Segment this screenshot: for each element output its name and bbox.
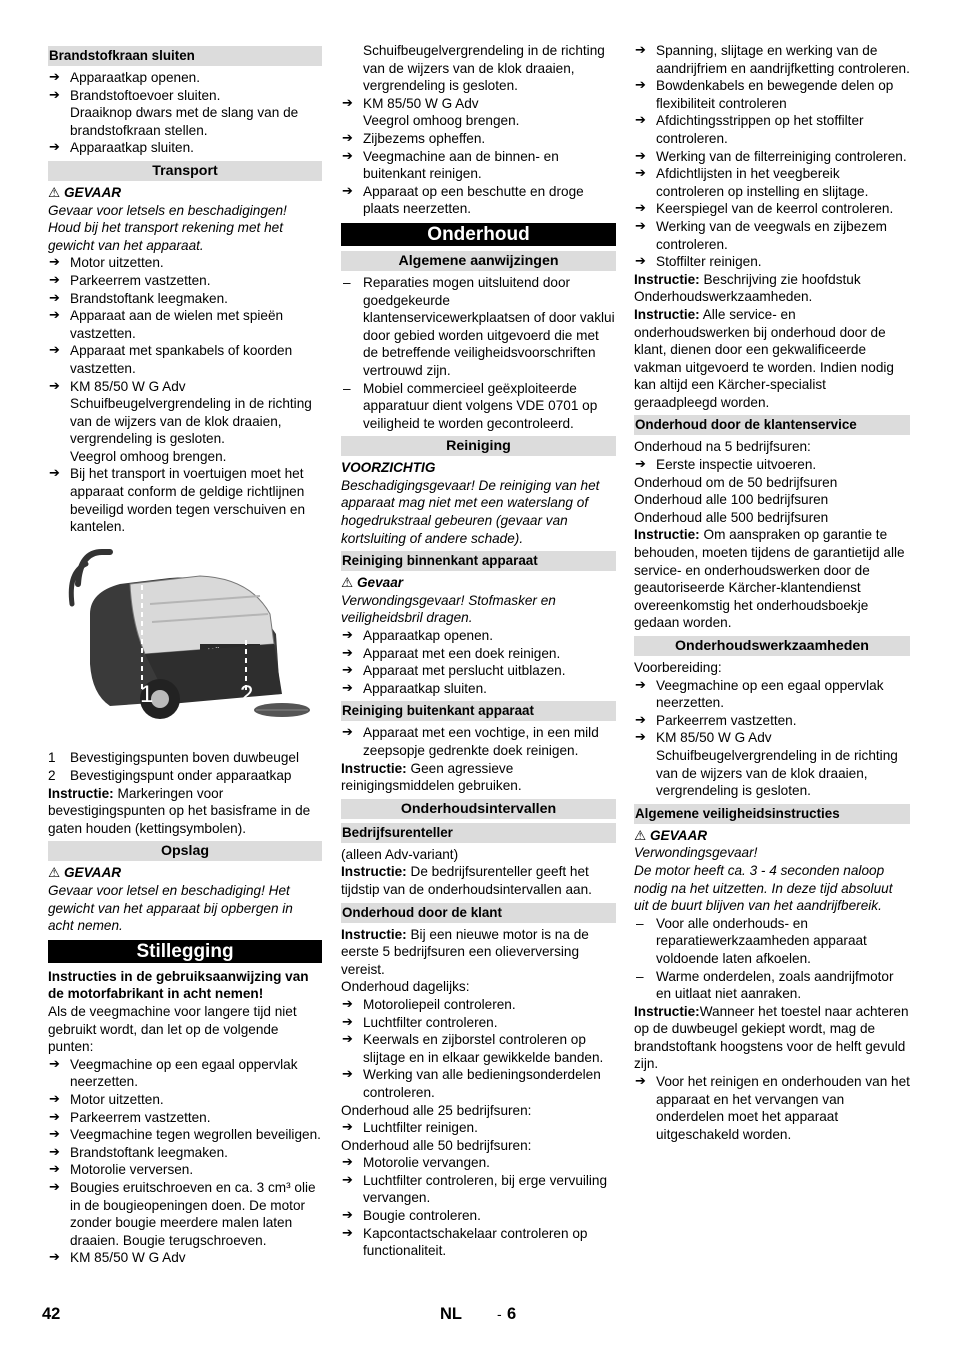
list-item: ➔ KM 85/50 W G Adv (48, 378, 322, 396)
list-item: ➔ Veegmachine tegen wegrollen beveiligen. (48, 1126, 322, 1144)
warning-label: ⚠ Gevaar (341, 575, 404, 591)
page-sub-number: 6 (507, 1305, 517, 1323)
warning-triangle-icon: ⚠ (48, 865, 61, 881)
list-item: ➔ Veegmachine aan de binnen- en buitenkant reinigen. (341, 148, 616, 183)
instruction: Instructie: Om aanspraken op garantie te behouden, moeten tijdens de garantietijd alle service- en onderhoudswerken door de geautoriseerde Kärcher-klantendienst overeenkomstig het onderhoudsboekje gedaan worden. (634, 527, 905, 631)
list-item: ➔ Motor uitzetten. (48, 1091, 322, 1109)
list-item: ➔ Apparaatkap sluiten. (341, 680, 616, 698)
list-item: ➔ Parkeerrem vastzetten. (634, 712, 910, 730)
heading-reiniging-buitenkant: Reiniging buitenkant apparaat (341, 701, 616, 721)
list-item: – Warme onderdelen, zoals aandrijfmotor en uitlaat niet aanraken. (634, 968, 910, 1003)
warning-triangle-icon: ⚠ (634, 827, 647, 843)
paragraph: Onderhoud alle 50 bedrijfsuren: (341, 1137, 532, 1153)
heading-opslag: Opslag (48, 841, 322, 861)
warning-triangle-icon: ⚠ (48, 184, 61, 200)
list-item: ➔ Veegmachine op een egaal oppervlak neerzetten. (634, 677, 910, 712)
list-item: ➔ Zijbezems opheffen. (341, 130, 616, 148)
list-item: ➔ Apparaatkap openen. (341, 627, 616, 645)
heading-onderhoudswerkzaamheden: Onderhoudswerkzaamheden (634, 636, 910, 656)
list-item: ➔ Brandstoftank leegmaken. (48, 290, 322, 308)
page-sub-separator: - (497, 1306, 502, 1322)
list-item: ➔ Parkeerrem vastzetten. (48, 1109, 322, 1127)
list-item: ➔ Bougie controleren. (341, 1207, 616, 1225)
paragraph: Als de veegmachine voor langere tijd niet gebruikt wordt, dan let op de volgende punten: (48, 1003, 297, 1055)
list-item: – Voor alle onderhouds- en reparatiewerkzaamheden apparaat voldoende laten afkoelen. (634, 915, 910, 968)
list-item: ➔ Luchtfilter reinigen. (341, 1119, 616, 1137)
list-item: ➔ Brandstoftank leegmaken. (48, 1144, 322, 1162)
legend-item: 2 Bevestigingspunt onder apparaatkap (48, 768, 292, 784)
column-2 (341, 42, 616, 1260)
chapter-stillegging: Stillegging (48, 940, 322, 963)
warning-label: VOORZICHTIG (341, 460, 436, 476)
list-item: ➔ Apparaat met spankabels of koorden vastzetten. (48, 342, 322, 377)
chapter-onderhoud: Onderhoud (341, 223, 616, 246)
heading-onderhoud-klant: Onderhoud door de klant (341, 903, 616, 923)
heading-reiniging: Reiniging (341, 436, 616, 456)
list-item: ➔ Apparaat aan de wielen met spieën vastzetten. (48, 307, 322, 342)
list-item: ➔ Veegmachine op een egaal oppervlak neerzetten. (48, 1056, 322, 1091)
list-item: ➔ Afdichtlijsten in het veegbereik controleren op instelling en slijtage. (634, 165, 910, 200)
list-item-detail: Schuifbeugelvergrendeling in de richting van de wijzers van de klok draaien, vergrendeling is gesloten. (70, 396, 312, 447)
list-item: ➔ Luchtfilter controleren, bij erge vervuiling vervangen. (341, 1172, 616, 1207)
list-item: ➔ Apparaat op een beschutte en droge plaats neerzetten. (341, 183, 616, 218)
warning-triangle-icon: ⚠ (341, 575, 354, 591)
list-item: ➔ Keerwals en zijborstel controleren op slijtage en in elkaar gewikkelde banden. (341, 1031, 616, 1066)
instruction: Instructie: Alle service- en onderhoudswerken bij onderhoud door de klant, dienen door een gekwalificeerde vakman uitgevoerd te worden. Indien nodig kan altijd een Kärcher-specialist geraadpleegd worden. (634, 306, 894, 410)
paragraph: (alleen Adv-variant) (341, 846, 459, 862)
list-item: ➔ Brandstoftoevoer sluiten. (48, 87, 322, 105)
list-item: ➔ Bij het transport in voertuigen moet het apparaat conform de geldige richtlijnen beveiligd worden tegen verschuiven en kantelen. (48, 465, 322, 535)
fig-label-2: 2 (240, 680, 254, 708)
list-item: ➔ Apparaatkap openen. (48, 69, 322, 87)
list-item: ➔ Bougies eruitschroeven en ca. 3 cm³ olie in de bougieopeningen doen. De motor zonder bougie meerdere malen laten draaien. Bougie terugschroeven. (48, 1179, 322, 1249)
instruction: Instructie: Bij een nieuwe motor is na de eerste 5 bedrijfsuren een olieverversing vereist. (341, 926, 589, 977)
list-item: ➔ Eerste inspectie uitvoeren. (634, 456, 910, 474)
list-item: ➔ Werking van de veegwals en zijbezem controleren. (634, 218, 910, 253)
list-item-detail: Schuifbeugelvergrendeling in de richting van de wijzers van de klok draaien, vergrendeling is gesloten. (656, 747, 898, 799)
column-3 (634, 42, 910, 1143)
paragraph: Onderhoud om de 50 bedrijfsuren (634, 474, 838, 490)
heading-onderhoud-klantenservice: Onderhoud door de klantenservice (634, 415, 910, 435)
list-item: ➔ Spanning, slijtage en werking van de aandrijfriem en aandrijfketting controleren. (634, 42, 910, 77)
list-item: ➔ Afdichtingsstrippen op het stoffilter controleren. (634, 112, 910, 147)
paragraph: Onderhoud alle 25 bedrijfsuren: (341, 1102, 532, 1118)
warning-text: Verwondingsgevaar! Stofmasker en veiligheidsbril dragen. (341, 592, 556, 626)
heading-algemene-aanwijzingen: Algemene aanwijzingen (341, 251, 616, 271)
list-item: ➔ Werking van alle bedieningsonderdelen controleren. (341, 1066, 616, 1101)
heading-veiligheidsinstructies: Algemene veiligheidsinstructies (634, 804, 910, 824)
list-item: ➔ Motorolie vervangen. (341, 1154, 616, 1172)
paragraph: Onderhoud na 5 bedrijfsuren: (634, 439, 811, 455)
warning-text: Gevaar voor letsel en beschadiging! Het gewicht van het apparaat bij opbergen in acht nemen. (48, 883, 293, 934)
heading-reiniging-binnenkant: Reiniging binnenkant apparaat (341, 551, 616, 571)
warning-text: Gevaar voor letsels en beschadigingen! Houd bij het transport rekening met het gewicht van het apparaat. (48, 202, 287, 253)
list-item: ➔ Apparaat met een doek reinigen. (341, 645, 616, 663)
paragraph: Onderhoud dagelijks: (341, 979, 470, 995)
bold-note: Instructies in de gebruiksaanwijzing van de motorfabrikant in acht nemen! (48, 968, 309, 1002)
heading-brandstofkraan: Brandstofkraan sluiten (48, 46, 322, 66)
list-item: ➔ Luchtfilter controleren. (341, 1014, 616, 1032)
column-1 (48, 42, 322, 1267)
instruction: Instructie: Geen agressieve reinigingsmiddelen gebruiken. (341, 760, 522, 794)
list-item: – Mobiel commercieel geëxploiteerde apparatuur dient volgens VDE 0701 op veiligheid te worden gecontroleerd. (341, 380, 616, 433)
list-item: ➔ Keerspiegel van de keerrol controleren. (634, 200, 910, 218)
warning-label: ⚠ GEVAAR (48, 184, 122, 200)
list-item: ➔ Parkeerrem vastzetten. (48, 272, 322, 290)
list-item: ➔ Stoffilter reinigen. (634, 253, 910, 271)
instruction: Instructie:Wanneer het toestel naar achteren op de duwbeugel gekiept wordt, mag de brandstoftank hoogstens voor de helft gevuld zijn. (634, 1003, 909, 1072)
list-item: – Reparaties mogen uitsluitend door goedgekeurde klantenservicewerkplaatsen of door vaklui door gebied worden uitgevoerd die met de betreffende veiligheidsvoorschriften vertrouwd zijn. (341, 274, 616, 380)
list-item: ➔ KM 85/50 W G Adv (634, 729, 910, 747)
page-number: 42 (42, 1305, 61, 1323)
warning-text: De motor heeft ca. 3 - 4 seconden naloop nodig na het uitzetten. In deze tijd absoluut uit de buurt blijven van het aandrijfbereik. (634, 862, 893, 914)
warning-label: ⚠ GEVAAR (634, 827, 708, 843)
list-item-detail: Veegrol omhoog brengen. (363, 113, 520, 129)
heading-transport: Transport (48, 161, 322, 181)
warning-text: Beschadigingsgevaar! De reiniging van het apparaat mag niet met een waterslang of hogedrukstraal gebeuren (gevaar van kortsluiting of andere schade). (341, 477, 600, 546)
instruction: Instructie: Beschrijving zie hoofdstuk Onderhoudswerkzaamheden. (634, 271, 861, 305)
legend-item: 1 Bevestigingspunten boven duwbeugel (48, 750, 300, 766)
list-item: ➔ KM 85/50 W G Adv (48, 1249, 322, 1267)
instruction: Instructie: Markeringen voor bevestigingspunten op het basisframe in de gaten houden (kettingsymbolen). (48, 785, 311, 836)
list-item: ➔ Motor uitzetten. (48, 254, 322, 272)
list-item: ➔ Apparaat met een vochtige, in een mild zeepsopje gedrenkte doek reinigen. (341, 724, 616, 759)
list-item-detail: Veegrol omhoog brengen. (70, 448, 227, 464)
warning-label: ⚠ GEVAAR (48, 865, 122, 881)
heading-bedrijfsurenteller: Bedrijfsurenteller (341, 823, 616, 843)
paragraph: Onderhoud alle 100 bedrijfsuren (634, 492, 829, 508)
list-item: ➔ Voor het reinigen en onderhouden van het apparaat en het vervangen van onderdelen moet het apparaat uitgeschakeld worden. (634, 1073, 910, 1143)
list-item: ➔ Motorolie verversen. (48, 1161, 322, 1179)
heading-onderhoudsintervallen: Onderhoudsintervallen (341, 799, 616, 819)
list-item: ➔ Kapcontactschakelaar controleren op functionaliteit. (341, 1225, 616, 1260)
list-item: ➔ KM 85/50 W G Adv (341, 95, 616, 113)
list-item: ➔ Werking van de filterreiniging controleren. (634, 148, 910, 166)
list-item: ➔ Apparaatkap sluiten. (48, 139, 322, 157)
list-item-detail: Draaiknop dwars met de slang van de brandstofkraan stellen. (70, 105, 299, 138)
fig-label-1: 1 (140, 680, 154, 708)
list-item: ➔ Motoroliepeil controleren. (341, 996, 616, 1014)
list-item: ➔ Apparaat met perslucht uitblazen. (341, 662, 616, 680)
warning-text: Verwondingsgevaar! (634, 845, 758, 861)
paragraph: Voorbereiding: (634, 660, 722, 675)
sweeper-figure (50, 544, 320, 729)
paragraph: Onderhoud alle 500 bedrijfsuren (634, 509, 829, 525)
list-item-detail: Schuifbeugelvergrendeling in de richting van de wijzers van de klok draaien, vergrendeling is gesloten. (363, 43, 605, 94)
list-item: ➔ Bowdenkabels en bewegende delen op flexibiliteit controleren (634, 77, 910, 112)
instruction: Instructie: De bedrijfsurenteller geeft het tijdstip van de onderhoudsintervallen aan. (341, 864, 592, 897)
language-code: NL (440, 1305, 462, 1323)
